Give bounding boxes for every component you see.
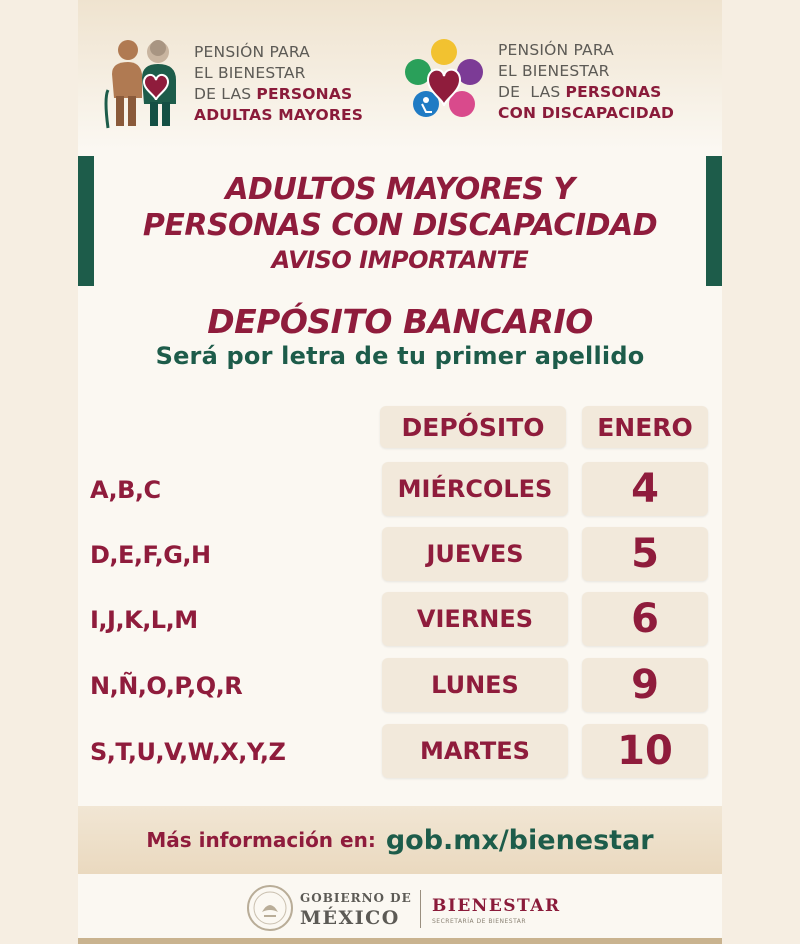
header-band [78,0,722,150]
bienestar-subtitle: SECRETARÍA DE BIENESTAR [432,918,527,925]
schedule-row [78,592,722,648]
logo-left-line1: PENSIÓN PARA [194,43,310,61]
logo-right-line3-prefix: DE LAS [498,83,566,101]
elderly-couple-heart-icon [104,38,184,130]
banner-line-1: ADULTOS MAYORES Y [225,172,575,207]
logo-left-line2: EL BIENESTAR [194,64,306,82]
row-date: 5 [582,527,708,581]
logo-right-text [498,40,674,124]
footer-line [78,938,722,944]
row-day: LUNES [382,658,568,712]
info-label: Más información en: [146,828,376,852]
row-letters: S,T,U,V,W,X,Y,Z [90,738,286,766]
mexico-seal-icon [246,884,294,932]
row-date: 4 [582,462,708,516]
row-letters: I,J,K,L,M [90,606,198,634]
logo-right-line3-bold: PERSONAS [565,83,662,101]
row-date: 9 [582,658,708,712]
notice-banner [78,156,722,286]
row-letters: D,E,F,G,H [90,541,211,569]
deposit-title: DEPÓSITO BANCARIO [207,302,593,341]
row-letters: N,Ñ,O,P,Q,R [90,672,243,700]
footer [78,874,722,944]
logo-discapacidad [400,38,674,126]
row-date: 10 [582,724,708,778]
banner-line-3: AVISO IMPORTANTE [271,246,529,274]
info-link[interactable]: gob.mx/bienestar [385,824,654,856]
logo-left-line3-prefix: DE LAS [194,85,257,103]
schedule-row [78,724,722,780]
info-band [78,806,722,874]
gobierno-mexico-logo [300,888,412,928]
row-day: MARTES [382,724,568,778]
poster [78,0,722,944]
disability-circles-heart-icon [400,38,488,126]
logo-right-line1: PENSIÓN PARA [498,41,614,59]
column-header-month: ENERO [582,406,708,448]
gob-line2: MÉXICO [300,907,400,929]
left-margin [0,0,78,944]
row-day: VIERNES [382,592,568,646]
schedule-row [78,658,722,714]
footer-divider [420,890,421,928]
row-day: MIÉRCOLES [382,462,568,516]
logo-left-line3-bold: PERSONAS [256,85,353,103]
logo-right-line3 [498,82,674,103]
row-date: 6 [582,592,708,646]
logo-left-line4: ADULTAS MAYORES [194,106,364,124]
logo-right-line4: CON DISCAPACIDAD [498,104,675,122]
row-letters: A,B,C [90,476,161,504]
schedule-row [78,527,722,583]
bienestar-logo: BIENESTAR [432,896,561,916]
schedule-row [78,462,722,518]
right-margin [722,0,800,944]
logo-right-line2: EL BIENESTAR [498,62,610,80]
row-day: JUEVES [382,527,568,581]
column-header-deposit: DEPÓSITO [380,406,566,448]
gob-line1: GOBIERNO DE [300,891,412,905]
banner-line-2: PERSONAS CON DISCAPACIDAD [142,208,658,243]
deposit-subtitle: Será por letra de tu primer apellido [155,342,645,370]
logo-left-text [194,42,363,126]
logo-left-line3 [194,84,363,105]
logo-adultos-mayores [104,38,363,130]
